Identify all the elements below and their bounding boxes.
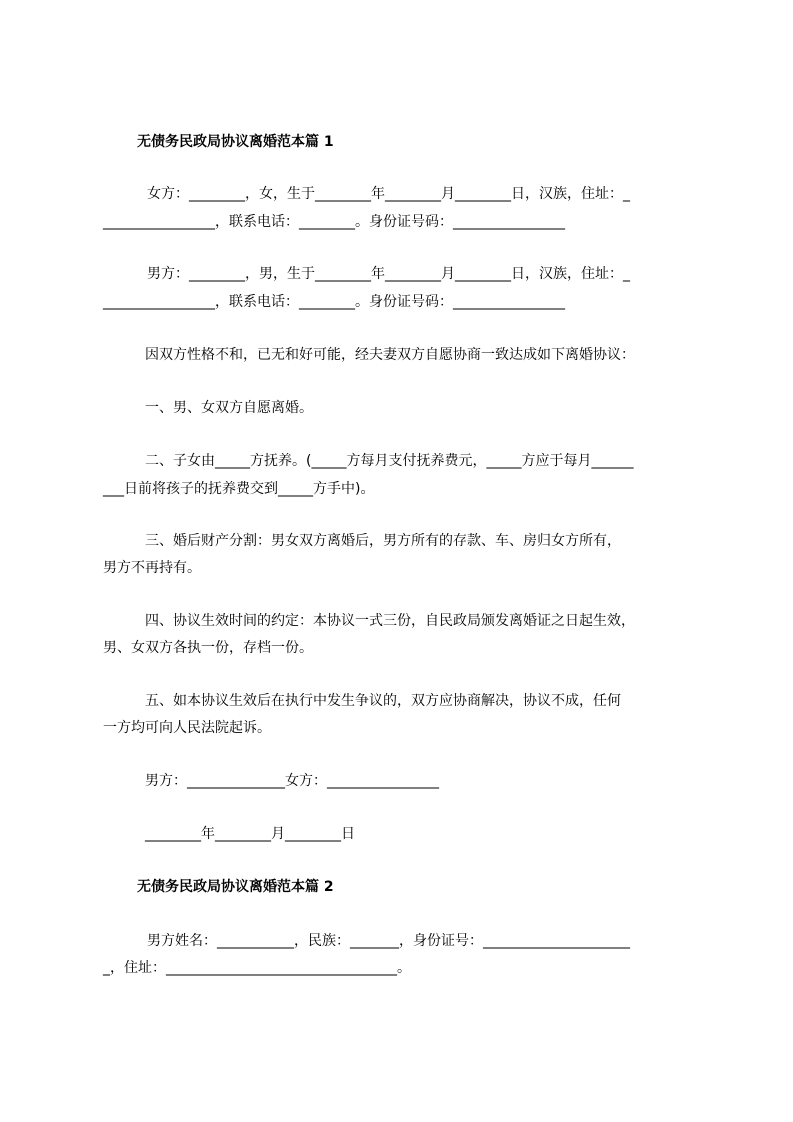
male-name-line1: 男方姓名：___________，民族：_______，身份证号：_____________________	[147, 933, 630, 949]
clause-2-line2: ___日前将孩子的抚养费交到_____方手中)。	[103, 481, 375, 497]
clause-3-line2: 男方不再持有。	[103, 560, 201, 576]
male-info-line2: ________________，联系电话：________。身份证号码：________________	[103, 294, 565, 310]
date-line: ________年________月________日	[145, 826, 355, 842]
signature-line: 男方：______________女方：________________	[145, 773, 439, 789]
clause-4-line1: 四、协议生效时间的约定：本协议一式三份，自民政局颁发离婚证之日起生效，	[145, 613, 635, 629]
clause-5-line1: 五、如本协议生效后在执行中发生争议的，双方应协商解决，协议不成，任何	[145, 693, 621, 709]
clause-1: 一、男、女双方自愿离婚。	[145, 400, 313, 416]
female-info-line2: ________________，联系电话：________。身份证号码：________________	[103, 214, 565, 230]
section2-title: 无债务民政局协议离婚范本篇 2	[137, 879, 334, 895]
clause-4-line2: 男、女双方各执一份，存档一份。	[103, 640, 313, 656]
male-info-line1: 男方：________，男，生于________年________月________日，汉族，住址：_	[147, 266, 630, 282]
female-info-line1: 女方：________，女，生于________年________月________日，汉族，住址：_	[147, 186, 630, 202]
agreement-intro: 因双方性格不和，已无和好可能，经夫妻双方自愿协商一致达成如下离婚协议：	[145, 347, 635, 363]
clause-5-line2: 一方均可向人民法院起诉。	[103, 720, 271, 736]
male-name-line2: _，住址：_________________________________。	[103, 960, 411, 976]
clause-2-line1: 二、子女由_____方抚养。(_____方每月支付抚养费元，_____方应于每月______	[145, 453, 634, 469]
section1-title: 无债务民政局协议离婚范本篇 1	[137, 134, 334, 150]
clause-3-line1: 三、婚后财产分割：男女双方离婚后，男方所有的存款、车、房归女方所有，	[145, 533, 621, 549]
